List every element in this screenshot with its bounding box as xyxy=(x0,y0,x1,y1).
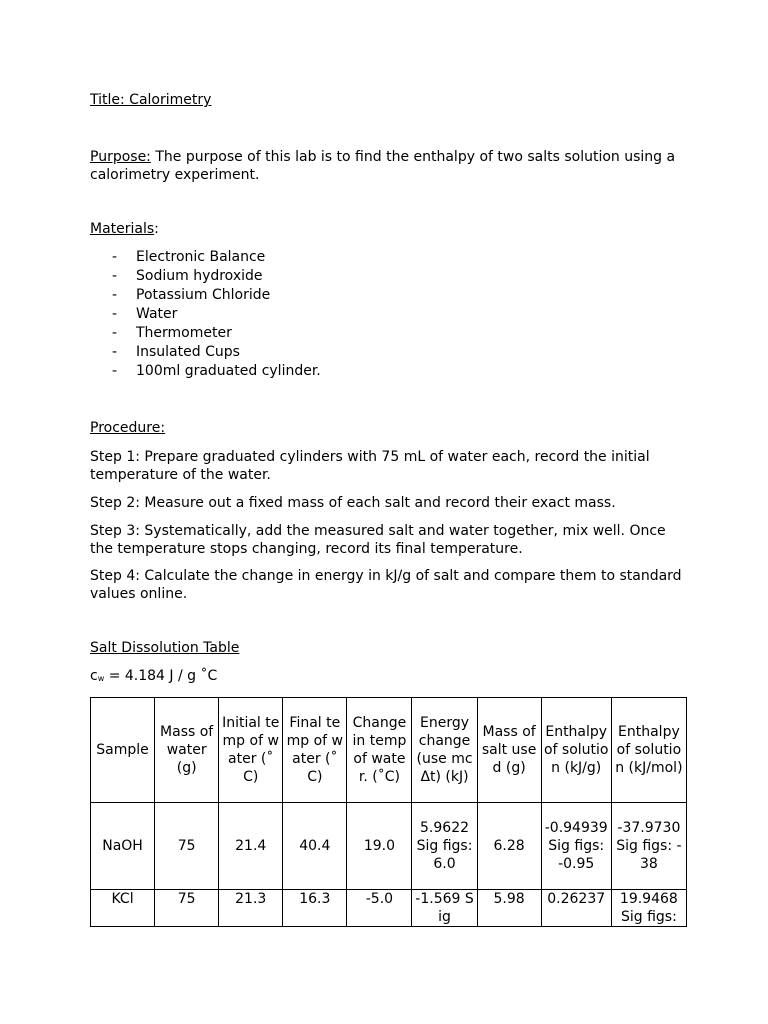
materials-heading xyxy=(90,221,159,237)
header-cell: Final temp of water (˚C) xyxy=(283,698,347,803)
header-cell: Mass of water (g) xyxy=(155,698,219,803)
table-cell: -5.0 xyxy=(347,890,412,927)
header-cell: Sample xyxy=(91,698,155,803)
header-cell: Initial temp of water (˚C) xyxy=(219,698,283,803)
purpose-label: Purpose: xyxy=(90,149,151,165)
table-cell: 5.9622 Sig figs: 6.0 xyxy=(412,803,477,890)
header-cell: Enthalpy of solution (kJ/mol) xyxy=(611,698,686,803)
table-cell: -0.94939 Sig figs: -0.95 xyxy=(541,803,611,890)
material-item: Sodium hydroxide xyxy=(136,268,263,284)
bullet-dash: - xyxy=(112,325,118,341)
table-cell: 6.28 xyxy=(477,803,541,890)
cw-value: = 4.184 J / g ˚C xyxy=(104,668,218,684)
procedure-heading: Procedure: xyxy=(90,420,166,436)
table-cell: 40.4 xyxy=(283,803,347,890)
header-cell: Enthalpy of solution (kJ/g) xyxy=(541,698,611,803)
material-item: Potassium Chloride xyxy=(136,287,271,303)
procedure-step-4: Step 4: Calculate the change in energy in kJ/g of salt and compare them to standard values online. xyxy=(90,568,682,602)
purpose-text: The purpose of this lab is to find the enthalpy of two salts solution using a calorimetry experiment. xyxy=(90,149,676,183)
table-heading: Salt Dissolution Table xyxy=(90,640,240,656)
bullet-dash: - xyxy=(112,344,118,360)
table-cell: 5.98 xyxy=(477,890,541,927)
procedure-step-2: Step 2: Measure out a fixed mass of each salt and record their exact mass. xyxy=(90,495,616,511)
bullet-dash: - xyxy=(112,249,118,265)
materials-colon: : xyxy=(154,221,159,237)
specific-heat-line xyxy=(90,668,217,684)
table-row xyxy=(91,890,687,927)
material-item: Water xyxy=(136,306,178,322)
table-cell: 19.0 xyxy=(347,803,412,890)
header-cell: Change in temp of water. (˚C) xyxy=(347,698,412,803)
table-cell: 16.3 xyxy=(283,890,347,927)
table-cell: 0.26237 xyxy=(541,890,611,927)
salt-dissolution-table xyxy=(90,697,687,927)
table-row xyxy=(91,803,687,890)
table-cell: 75 xyxy=(155,803,219,890)
material-item: 100ml graduated cylinder. xyxy=(136,363,321,379)
table-cell: 19.9468 Sig figs: xyxy=(611,890,686,927)
bullet-dash: - xyxy=(112,363,118,379)
table-cell: -1.569 Sig xyxy=(412,890,477,927)
bullet-dash: - xyxy=(112,268,118,284)
material-item: Electronic Balance xyxy=(136,249,266,265)
materials-label: Materials xyxy=(90,221,155,237)
table-cell: 21.3 xyxy=(219,890,283,927)
material-item: Thermometer xyxy=(136,325,232,341)
table-cell: -37.9730 Sig figs: -38 xyxy=(611,803,686,890)
procedure-step-3: Step 3: Systematically, add the measured salt and water together, mix well. Once the temperature stops changing, record its final temperature. xyxy=(90,523,666,557)
header-cell: Energy change (use mcΔt) (kJ) xyxy=(412,698,477,803)
bullet-dash: - xyxy=(112,287,118,303)
table-cell: KCl xyxy=(91,890,155,927)
cw-symbol: c xyxy=(90,668,98,684)
bullet-dash: - xyxy=(112,306,118,322)
header-cell: Mass of salt used (g) xyxy=(477,698,541,803)
cw-subscript: w xyxy=(97,674,105,683)
procedure-step-1: Step 1: Prepare graduated cylinders with 75 mL of water each, record the initial temperature of the water. xyxy=(90,449,650,483)
purpose-paragraph xyxy=(90,148,690,184)
material-item: Insulated Cups xyxy=(136,344,240,360)
document-title: Title: Calorimetry xyxy=(90,92,212,108)
table-header-row xyxy=(91,698,687,803)
table-cell: NaOH xyxy=(91,803,155,890)
table-cell: 21.4 xyxy=(219,803,283,890)
table-cell: 75 xyxy=(155,890,219,927)
